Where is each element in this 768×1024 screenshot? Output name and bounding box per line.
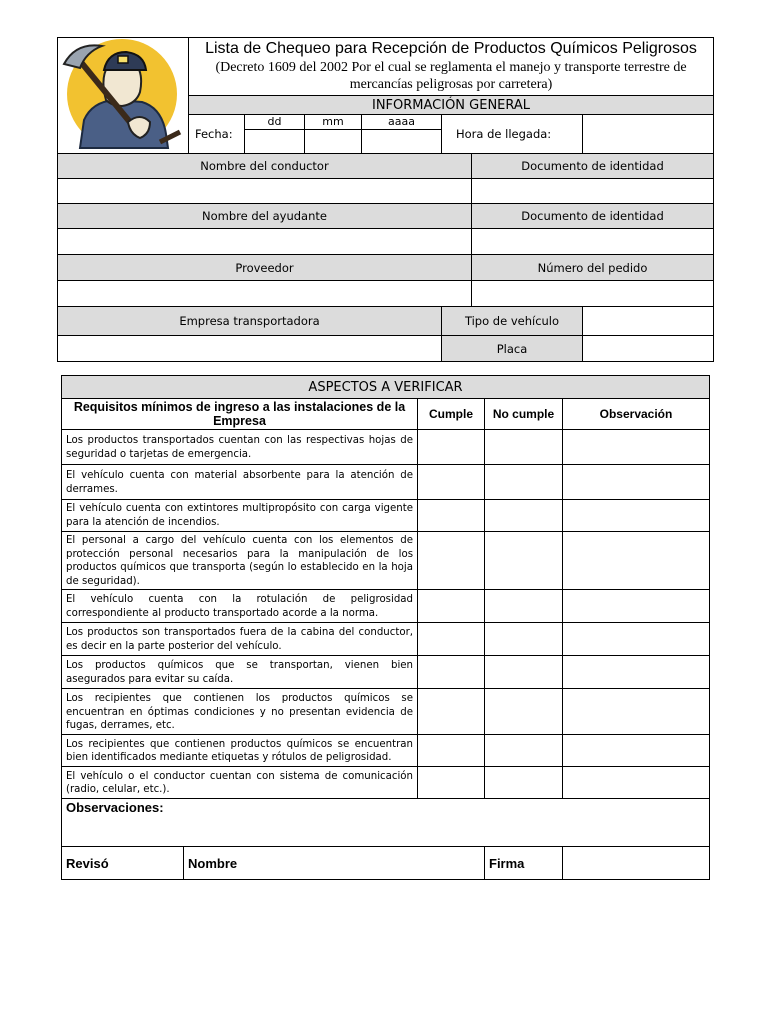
requirement-text: Los productos transportados cuentan con las respectivas hojas de seguridad o tarjetas de emergencia. (62, 430, 418, 465)
table-row (62, 430, 710, 465)
complies-cell[interactable] (418, 767, 485, 799)
observation-cell[interactable] (563, 735, 710, 767)
requirements-column-header: Requisitos mínimos de ingreso a las instalaciones de la Empresa (62, 399, 418, 430)
vehicle-type-label: Tipo de vehículo (442, 307, 583, 336)
month-label: mm (305, 115, 362, 130)
not-complies-cell[interactable] (485, 767, 563, 799)
complies-column-header: Cumple (418, 399, 485, 430)
not-complies-cell[interactable] (485, 656, 563, 689)
not-complies-cell[interactable] (485, 689, 563, 735)
not-complies-cell[interactable] (485, 430, 563, 465)
driver-id-field[interactable] (472, 179, 714, 204)
supplier-label: Proveedor (58, 255, 472, 281)
complies-cell[interactable] (418, 735, 485, 767)
complies-cell[interactable] (418, 465, 485, 500)
complies-cell[interactable] (418, 532, 485, 590)
complies-cell[interactable] (418, 656, 485, 689)
requirement-text: El vehículo cuenta con extintores multipropósito con carga vigente para la atención de incendios. (62, 500, 418, 532)
requirement-text: El vehículo o el conductor cuentan con sistema de comunicación (radio, celular, etc.). (62, 767, 418, 799)
table-row (62, 623, 710, 656)
table-row (62, 500, 710, 532)
table-row (62, 465, 710, 500)
table-row (62, 767, 710, 799)
not-complies-cell[interactable] (485, 465, 563, 500)
assistant-name-label: Nombre del ayudante (58, 204, 472, 229)
complies-cell[interactable] (418, 590, 485, 623)
name-label: Nombre (188, 855, 238, 871)
day-field[interactable] (245, 130, 305, 154)
observation-cell[interactable] (563, 689, 710, 735)
not-complies-cell[interactable] (485, 532, 563, 590)
requirement-text: Los productos son transportados fuera de la cabina del conductor, es decir en la parte posterior del vehículo. (62, 623, 418, 656)
driver-name-field[interactable] (58, 179, 472, 204)
not-complies-cell[interactable] (485, 590, 563, 623)
document-title: Lista de Chequeo para Recepción de Productos Químicos Peligrosos (205, 40, 697, 57)
assistant-name-field[interactable] (58, 229, 472, 255)
plate-field[interactable] (583, 336, 714, 362)
table-row (62, 689, 710, 735)
observation-cell[interactable] (563, 532, 710, 590)
requirement-text: Los recipientes que contienen productos químicos se encuentran bien identificados mediante etiquetas y rótulos de peligrosidad. (62, 735, 418, 767)
complies-cell[interactable] (418, 430, 485, 465)
complies-cell[interactable] (418, 623, 485, 656)
day-label: dd (245, 115, 305, 130)
signature-label: Firma (485, 847, 563, 880)
observation-cell[interactable] (563, 500, 710, 532)
observation-cell[interactable] (563, 656, 710, 689)
requirement-text: Los productos químicos que se transportan, vienen bien asegurados para evitar su caída. (62, 656, 418, 689)
requirement-text: El vehículo cuenta con material absorbente para la atención de derrames. (62, 465, 418, 500)
not-complies-cell[interactable] (485, 735, 563, 767)
checklist-table (61, 375, 710, 880)
requirement-text: El personal a cargo del vehículo cuenta con los elementos de protección personal necesarios para la manipulación de los productos químicos que transporta (según lo establecido en la hoja de seguridad). (62, 532, 418, 590)
requirement-text: El vehículo cuenta con la rotulación de peligrosidad correspondiente al producto transportado acorde a la norma. (62, 590, 418, 623)
general-info-table (57, 37, 714, 362)
requirement-text: Los recipientes que contienen los productos químicos se encuentran en óptimas condiciones y no presentan evidencia de fugas, derrames, etc. (62, 689, 418, 735)
table-row (62, 656, 710, 689)
reviewed-by-label: Revisó (62, 847, 184, 880)
company-logo (58, 38, 189, 154)
driver-id-label: Documento de identidad (472, 154, 714, 179)
arrival-time-label: Hora de llegada: (442, 115, 583, 154)
order-number-field[interactable] (472, 281, 714, 307)
complies-cell[interactable] (418, 689, 485, 735)
observation-cell[interactable] (563, 767, 710, 799)
observation-cell[interactable] (563, 465, 710, 500)
observations-label: Observaciones: (66, 800, 164, 816)
observation-column-header: Observación (563, 399, 710, 430)
observations-field[interactable] (62, 799, 710, 847)
observation-cell[interactable] (563, 623, 710, 656)
transport-company-field[interactable] (58, 336, 442, 362)
name-field[interactable] (184, 847, 485, 880)
not-complies-cell[interactable] (485, 623, 563, 656)
transport-company-label: Empresa transportadora (58, 307, 442, 336)
order-number-label: Número del pedido (472, 255, 714, 281)
not-complies-cell[interactable] (485, 500, 563, 532)
not-complies-column-header: No cumple (485, 399, 563, 430)
month-field[interactable] (305, 130, 362, 154)
table-row (62, 532, 710, 590)
general-info-heading: INFORMACIÓN GENERAL (189, 96, 714, 115)
vehicle-type-field[interactable] (583, 307, 714, 336)
assistant-id-label: Documento de identidad (472, 204, 714, 229)
supplier-field[interactable] (58, 281, 472, 307)
checklist-heading: ASPECTOS A VERIFICAR (62, 376, 710, 399)
complies-cell[interactable] (418, 500, 485, 532)
table-row (62, 590, 710, 623)
signature-field[interactable] (563, 847, 710, 880)
year-field[interactable] (362, 130, 442, 154)
year-label: aaaa (362, 115, 442, 130)
plate-label: Placa (442, 336, 583, 362)
arrival-time-field[interactable] (583, 115, 714, 154)
document-header (189, 38, 714, 96)
table-row (62, 735, 710, 767)
miner-with-pickaxe-logo-icon (62, 38, 184, 150)
date-label: Fecha: (189, 115, 245, 154)
observation-cell[interactable] (563, 590, 710, 623)
document-subtitle: (Decreto 1609 del 2002 Por el cual se reglamenta el manejo y transporte terrestre de mercancías peligrosas por carretera) (215, 60, 687, 92)
assistant-id-field[interactable] (472, 229, 714, 255)
driver-name-label: Nombre del conductor (58, 154, 472, 179)
observation-cell[interactable] (563, 430, 710, 465)
